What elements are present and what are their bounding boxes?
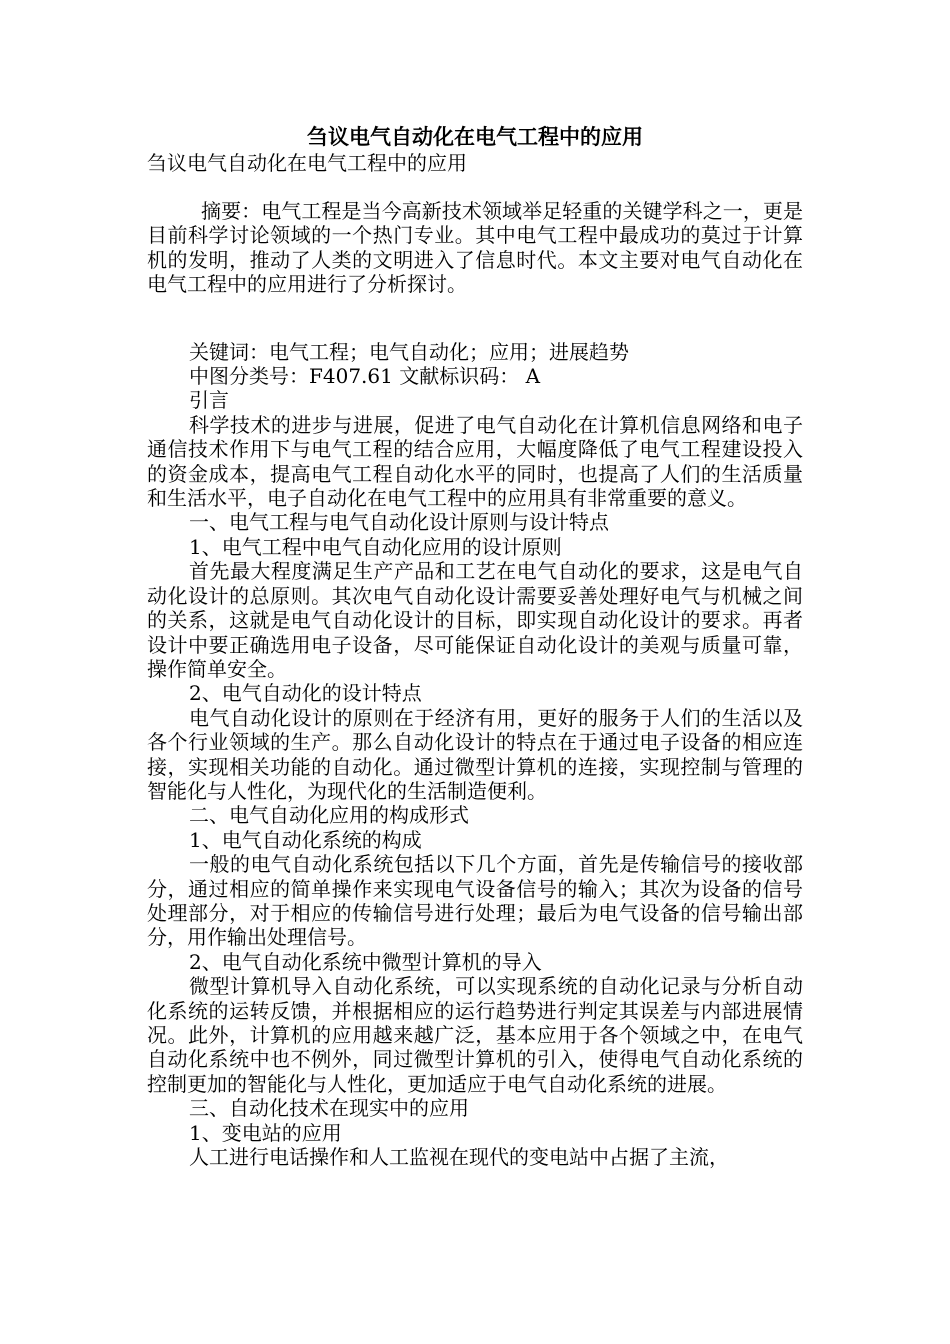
section-heading-1: 一、电气工程与电气自动化设计原则与设计特点: [189, 510, 609, 535]
body-paragraph: 电气自动化设计的原则在于经济有用，更好的服务于人们的生活以及各个行业领域的生产。那么自动化设计的特点在于通过电子设备的相应连接，实现相关功能的自动化。通过微型计算机的连接，实现控制与管理的智能化与人性化，为现代化的生活制造便利。: [147, 705, 803, 803]
body-paragraph: 科学技术的进步与进展，促进了电气自动化在计算机信息网络和电子通信技术作用下与电气工程的结合应用，大幅度降低了电气工程建设投入的资金成本，提高电气工程自动化水平的同时，也提高了人们的生活质量和生活水平，电子自动化在电气工程中的应用具有非常重要的意义。: [147, 412, 803, 511]
subsection-heading-1-2: 2、电气自动化的设计特点: [189, 681, 422, 706]
document-title: 刍议电气自动化在电气工程中的应用: [307, 125, 643, 149]
abstract-paragraph: 摘要：电气工程是当今高新技术领域举足轻重的关键学科之一，更是目前科学讨论领域的一个热门专业。其中电气工程中最成功的莫过于计算机的发明，推动了人类的文明进入了信息时代。本文主要对电气自动化在电气工程中的应用进行了分析探讨。: [147, 199, 803, 297]
subsection-heading-2-1: 1、电气自动化系统的构成: [189, 827, 422, 852]
subsection-heading-3-1: 1、变电站的应用: [189, 1120, 342, 1145]
body-paragraph: 微型计算机导入自动化系统，可以实现系统的自动化记录与分析自动化系统的运转反馈，并根据相应的运行趋势进行判定其误差与内部进展情况。此外，计算机的应用越来越广泛，基本应用于各个领域之中，在电气自动化系统中也不例外，同过微型计算机的引入，使得电气自动化系统的控制更加的智能化与人性化，更加适应于电气自动化系统的进展。: [147, 974, 803, 1096]
body-paragraph: 人工进行电话操作和人工监视在现代的变电站中占据了主流，: [189, 1145, 729, 1170]
section-heading-intro: 引言: [189, 388, 229, 413]
subsection-heading-2-2: 2、电气自动化系统中微型计算机的导入: [189, 949, 542, 974]
classification-line: 中图分类号：F407.61 文献标识码： A: [189, 364, 541, 389]
document-subtitle: 刍议电气自动化在电气工程中的应用: [147, 151, 467, 175]
document-body: [147, 199, 803, 1169]
section-heading-2: 二、电气自动化应用的构成形式: [189, 803, 469, 828]
section-heading-3: 三、自动化技术在现实中的应用: [189, 1096, 469, 1121]
keywords-line: 关键词：电气工程；电气自动化；应用；进展趋势: [189, 339, 629, 364]
body-paragraph: 一般的电气自动化系统包括以下几个方面，首先是传输信号的接收部分，通过相应的简单操作来实现电气设备信号的输入；其次为设备的信号处理部分，对于相应的传输信号进行处理；最后为电气设备的信号输出部分，用作输出处理信号。: [147, 852, 803, 950]
subsection-heading-1-1: 1、电气工程中电气自动化应用的设计原则: [189, 534, 562, 559]
body-paragraph: 首先最大程度满足生产产品和工艺在电气自动化的要求，这是电气自动化设计的总原则。其次电气自动化设计需要妥善处理好电气与机械之间的关系，这就是电气自动化设计的目标，即实现自动化设计的要求。再者设计中要正确选用电子设备，尽可能保证自动化设计的美观与质量可靠，操作简单安全。: [147, 559, 803, 681]
